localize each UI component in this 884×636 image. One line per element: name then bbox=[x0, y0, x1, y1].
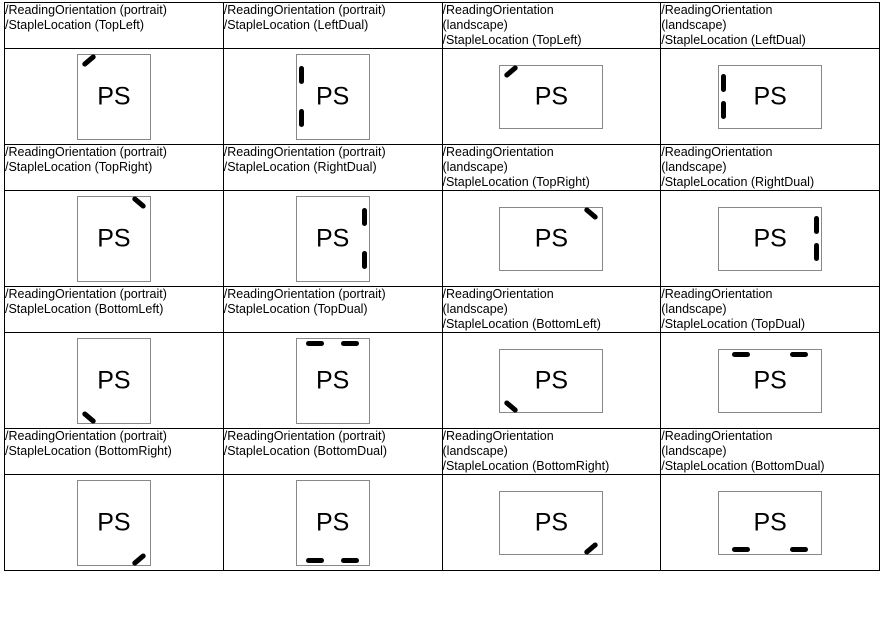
figure-row bbox=[5, 333, 880, 429]
label-line: /ReadingOrientation (portrait) bbox=[5, 287, 167, 301]
label-line: (landscape) bbox=[442, 160, 508, 174]
label-line: (landscape) bbox=[442, 302, 508, 316]
staple-mark bbox=[306, 558, 324, 563]
label-line: /ReadingOrientation (portrait) bbox=[5, 3, 167, 17]
label-row bbox=[5, 287, 880, 333]
cell-label bbox=[5, 287, 224, 333]
label-line: /ReadingOrientation bbox=[442, 429, 554, 443]
label-row bbox=[5, 145, 880, 191]
cell-label bbox=[661, 3, 880, 49]
label-line: /StapleLocation (LeftDual) bbox=[223, 18, 369, 32]
page-glyph: PS bbox=[315, 508, 350, 536]
staple-mark bbox=[790, 352, 808, 357]
page-illustration bbox=[5, 191, 223, 286]
page-illustration bbox=[661, 191, 879, 286]
cell-figure bbox=[223, 49, 442, 145]
page-illustration bbox=[224, 333, 442, 428]
cell-figure bbox=[5, 475, 224, 571]
page-rect-portrait bbox=[296, 338, 370, 424]
cell-figure bbox=[442, 333, 661, 429]
staple-mark bbox=[299, 109, 304, 127]
label-line: /StapleLocation (RightDual) bbox=[661, 175, 815, 189]
staple-mark bbox=[131, 552, 146, 566]
page-glyph: PS bbox=[534, 366, 569, 394]
staple-location-diagram bbox=[0, 2, 884, 636]
page-rect-landscape bbox=[718, 349, 822, 413]
staple-mark bbox=[732, 352, 750, 357]
staple-mark bbox=[732, 547, 750, 552]
staple-mark bbox=[81, 410, 96, 424]
page-glyph: PS bbox=[315, 82, 350, 110]
label-line: /StapleLocation (TopLeft) bbox=[442, 33, 582, 47]
cell-label bbox=[442, 3, 661, 49]
label-line: (landscape) bbox=[442, 444, 508, 458]
staple-mark bbox=[584, 541, 599, 555]
cell-label bbox=[661, 287, 880, 333]
label-line: /ReadingOrientation (portrait) bbox=[223, 145, 386, 159]
cell-label bbox=[223, 145, 442, 191]
page-glyph: PS bbox=[534, 82, 569, 110]
page-glyph: PS bbox=[315, 224, 350, 252]
label-line: /ReadingOrientation bbox=[661, 3, 773, 17]
cell-figure bbox=[223, 333, 442, 429]
page-glyph: PS bbox=[753, 224, 787, 252]
label-line: /StapleLocation (TopRight) bbox=[442, 175, 590, 189]
cell-label bbox=[442, 429, 661, 475]
label-line: (landscape) bbox=[661, 302, 727, 316]
staple-mark bbox=[299, 66, 304, 84]
cell-figure bbox=[5, 49, 224, 145]
page-glyph: PS bbox=[97, 224, 131, 252]
figure-row bbox=[5, 49, 880, 145]
label-line: /StapleLocation (RightDual) bbox=[223, 160, 377, 174]
page-glyph: PS bbox=[753, 508, 787, 536]
label-line: (landscape) bbox=[661, 444, 727, 458]
label-line: /StapleLocation (BottomRight) bbox=[442, 459, 610, 473]
label-line: /StapleLocation (BottomLeft) bbox=[5, 302, 164, 316]
page-glyph: PS bbox=[97, 508, 131, 536]
label-line: /StapleLocation (TopDual) bbox=[223, 302, 368, 316]
cell-figure bbox=[661, 475, 880, 571]
cell-figure bbox=[442, 191, 661, 287]
label-line: /StapleLocation (TopLeft) bbox=[5, 18, 144, 32]
page-illustration bbox=[661, 49, 879, 144]
label-line: /StapleLocation (LeftDual) bbox=[661, 33, 806, 47]
staple-mark bbox=[721, 101, 726, 119]
page-rect-portrait bbox=[296, 480, 370, 566]
cell-label bbox=[661, 145, 880, 191]
label-line: /ReadingOrientation bbox=[661, 429, 773, 443]
page-glyph: PS bbox=[315, 366, 350, 394]
label-line: /ReadingOrientation bbox=[661, 145, 773, 159]
label-line: /ReadingOrientation (portrait) bbox=[5, 429, 167, 443]
cell-label bbox=[661, 429, 880, 475]
page-rect-landscape bbox=[718, 207, 822, 271]
page-rect-portrait bbox=[77, 54, 151, 140]
page-rect-landscape bbox=[718, 65, 822, 129]
label-line: /ReadingOrientation (portrait) bbox=[5, 145, 167, 159]
page-illustration bbox=[443, 49, 661, 144]
page-rect-landscape bbox=[499, 207, 603, 271]
page-rect-portrait bbox=[77, 196, 151, 282]
page-rect-portrait bbox=[296, 54, 370, 140]
page-illustration bbox=[5, 475, 223, 570]
label-line: (landscape) bbox=[442, 18, 508, 32]
label-line: /ReadingOrientation bbox=[661, 287, 773, 301]
page-rect-portrait bbox=[77, 480, 151, 566]
page-rect-landscape bbox=[718, 491, 822, 555]
page-glyph: PS bbox=[97, 82, 131, 110]
label-line: /ReadingOrientation bbox=[442, 287, 554, 301]
cell-label bbox=[5, 145, 224, 191]
label-line: /StapleLocation (BottomRight) bbox=[5, 444, 172, 458]
figure-row bbox=[5, 475, 880, 571]
staple-mark bbox=[362, 251, 367, 269]
cell-label bbox=[5, 3, 224, 49]
staple-mark bbox=[131, 195, 146, 209]
label-line: (landscape) bbox=[661, 18, 727, 32]
page-glyph: PS bbox=[753, 366, 787, 394]
page-rect-portrait bbox=[296, 196, 370, 282]
page-illustration bbox=[224, 49, 442, 144]
page-rect-landscape bbox=[499, 491, 603, 555]
staple-mark bbox=[790, 547, 808, 552]
figure-row bbox=[5, 191, 880, 287]
page-glyph: PS bbox=[534, 508, 569, 536]
staple-mark bbox=[341, 558, 359, 563]
cell-label bbox=[223, 287, 442, 333]
label-line: (landscape) bbox=[661, 160, 727, 174]
cell-label bbox=[442, 145, 661, 191]
page-glyph: PS bbox=[97, 366, 131, 394]
page-illustration bbox=[5, 49, 223, 144]
cell-label bbox=[223, 3, 442, 49]
cell-figure bbox=[661, 333, 880, 429]
staple-location-grid bbox=[4, 2, 880, 571]
label-line: /StapleLocation (TopRight) bbox=[5, 160, 153, 174]
cell-figure bbox=[5, 191, 224, 287]
cell-figure bbox=[661, 191, 880, 287]
page-glyph: PS bbox=[753, 82, 787, 110]
staple-mark bbox=[584, 206, 599, 220]
label-line: /StapleLocation (TopDual) bbox=[661, 317, 806, 331]
page-illustration bbox=[224, 475, 442, 570]
page-illustration bbox=[443, 191, 661, 286]
page-illustration bbox=[661, 333, 879, 428]
page-rect-landscape bbox=[499, 65, 603, 129]
label-row bbox=[5, 3, 880, 49]
label-line: /ReadingOrientation (portrait) bbox=[223, 287, 386, 301]
staple-mark bbox=[306, 341, 324, 346]
cell-figure bbox=[442, 475, 661, 571]
cell-label bbox=[223, 429, 442, 475]
label-line: /ReadingOrientation (portrait) bbox=[223, 3, 386, 17]
page-illustration bbox=[443, 475, 661, 570]
label-line: /StapleLocation (BottomDual) bbox=[223, 444, 388, 458]
page-rect-landscape bbox=[499, 349, 603, 413]
cell-figure bbox=[5, 333, 224, 429]
cell-figure bbox=[223, 475, 442, 571]
cell-figure bbox=[223, 191, 442, 287]
staple-mark bbox=[341, 341, 359, 346]
staple-mark bbox=[504, 399, 519, 413]
label-line: /StapleLocation (BottomDual) bbox=[661, 459, 825, 473]
label-line: /ReadingOrientation bbox=[442, 145, 554, 159]
staple-mark bbox=[362, 208, 367, 226]
page-glyph: PS bbox=[534, 224, 569, 252]
page-illustration bbox=[224, 191, 442, 286]
staple-mark bbox=[814, 216, 819, 234]
staple-mark bbox=[81, 53, 96, 67]
label-line: /StapleLocation (BottomLeft) bbox=[442, 317, 601, 331]
label-line: /ReadingOrientation bbox=[442, 3, 554, 17]
cell-figure bbox=[661, 49, 880, 145]
cell-figure bbox=[442, 49, 661, 145]
staple-mark bbox=[814, 243, 819, 261]
page-illustration bbox=[5, 333, 223, 428]
cell-label bbox=[442, 287, 661, 333]
label-row bbox=[5, 429, 880, 475]
page-illustration bbox=[661, 475, 879, 570]
staple-mark bbox=[721, 74, 726, 92]
label-line: /ReadingOrientation (portrait) bbox=[223, 429, 386, 443]
page-rect-portrait bbox=[77, 338, 151, 424]
page-illustration bbox=[443, 333, 661, 428]
staple-mark bbox=[504, 64, 519, 78]
cell-label bbox=[5, 429, 224, 475]
